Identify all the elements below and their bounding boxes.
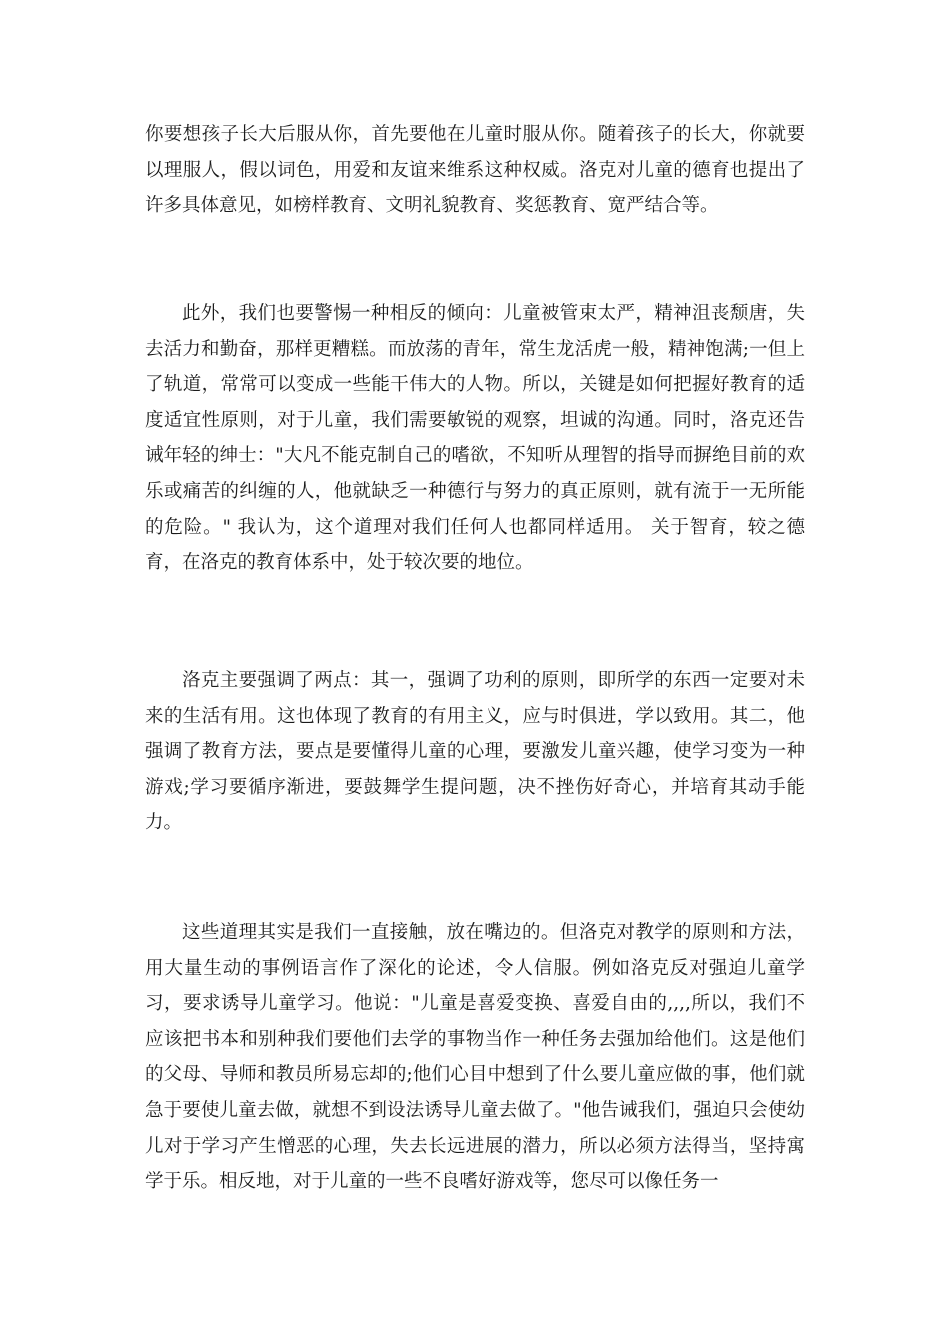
paragraph-4: 这些道理其实是我们一直接触，放在嘴边的。但洛克对教学的原则和方法，用大量生动的事例语言作了深化的论述，令人信服。例如洛克反对强迫儿童学习，要求诱导儿童学习。他说："儿童是喜爱变换、喜爱自由的,,,,所以，我们不应该把书本和别种我们要他们去学的事物当作一种任务去强加给他们。这是他们的父母、导师和教员所易忘却的;他们心目中想到了什么要儿童应做的事，他们就急于要使儿童去做，就想不到设法诱导儿童去做了。"他告诫我们，强迫只会使幼儿对于学习产生憎恶的心理，失去长远进展的潜力，所以必须方法得当，坚持寓学于乐。相反地，对于儿童的一些不良嗜好游戏等，您尽可以像任务一	[145, 922, 805, 1193]
paragraph-1: 你要想孩子长大后服从你，首先要他在儿童时服从你。随着孩子的长大，你就要以理服人，假以词色，用爱和友谊来维系这种权威。洛克对儿童的德育也提出了许多具体意见，如榜样教育、文明礼貌教育、奖惩教育、宽严结合等。	[145, 124, 805, 217]
paragraph-2: 此外，我们也要警惕一种相反的倾向：儿童被管束太严，精神沮丧颓唐，失去活力和勤奋，那样更糟糕。而放荡的青年，常生龙活虎一般，精神饱满;一但上了轨道，常常可以变成一些能干伟大的人物。所以，关键是如何把握好教育的适度适宜性原则，对于儿童，我们需要敏锐的观察，坦诚的沟通。同时，洛克还告诫年轻的绅士："大凡不能克制自己的嗜欲，不知听从理智的指导而摒绝目前的欢乐或痛苦的纠缠的人，他就缺乏一种德行与努力的真正原则，就有流于一无所能的危险。" 我认为，这个道理对我们任何人也都同样适用。 关于智育，较之德育，在洛克的教育体系中，处于较次要的地位。	[145, 303, 805, 574]
paragraph-3: 洛克主要强调了两点：其一，强调了功利的原则，即所学的东西一定要对未来的生活有用。这也体现了教育的有用主义，应与时俱进，学以致用。其二，他强调了教育方法，要点是要懂得儿童的心理，要激发儿童兴趣，使学习变为一种游戏;学习要循序渐进，要鼓舞学生提问题，决不挫伤好奇心，并培育其动手能力。	[145, 670, 805, 834]
